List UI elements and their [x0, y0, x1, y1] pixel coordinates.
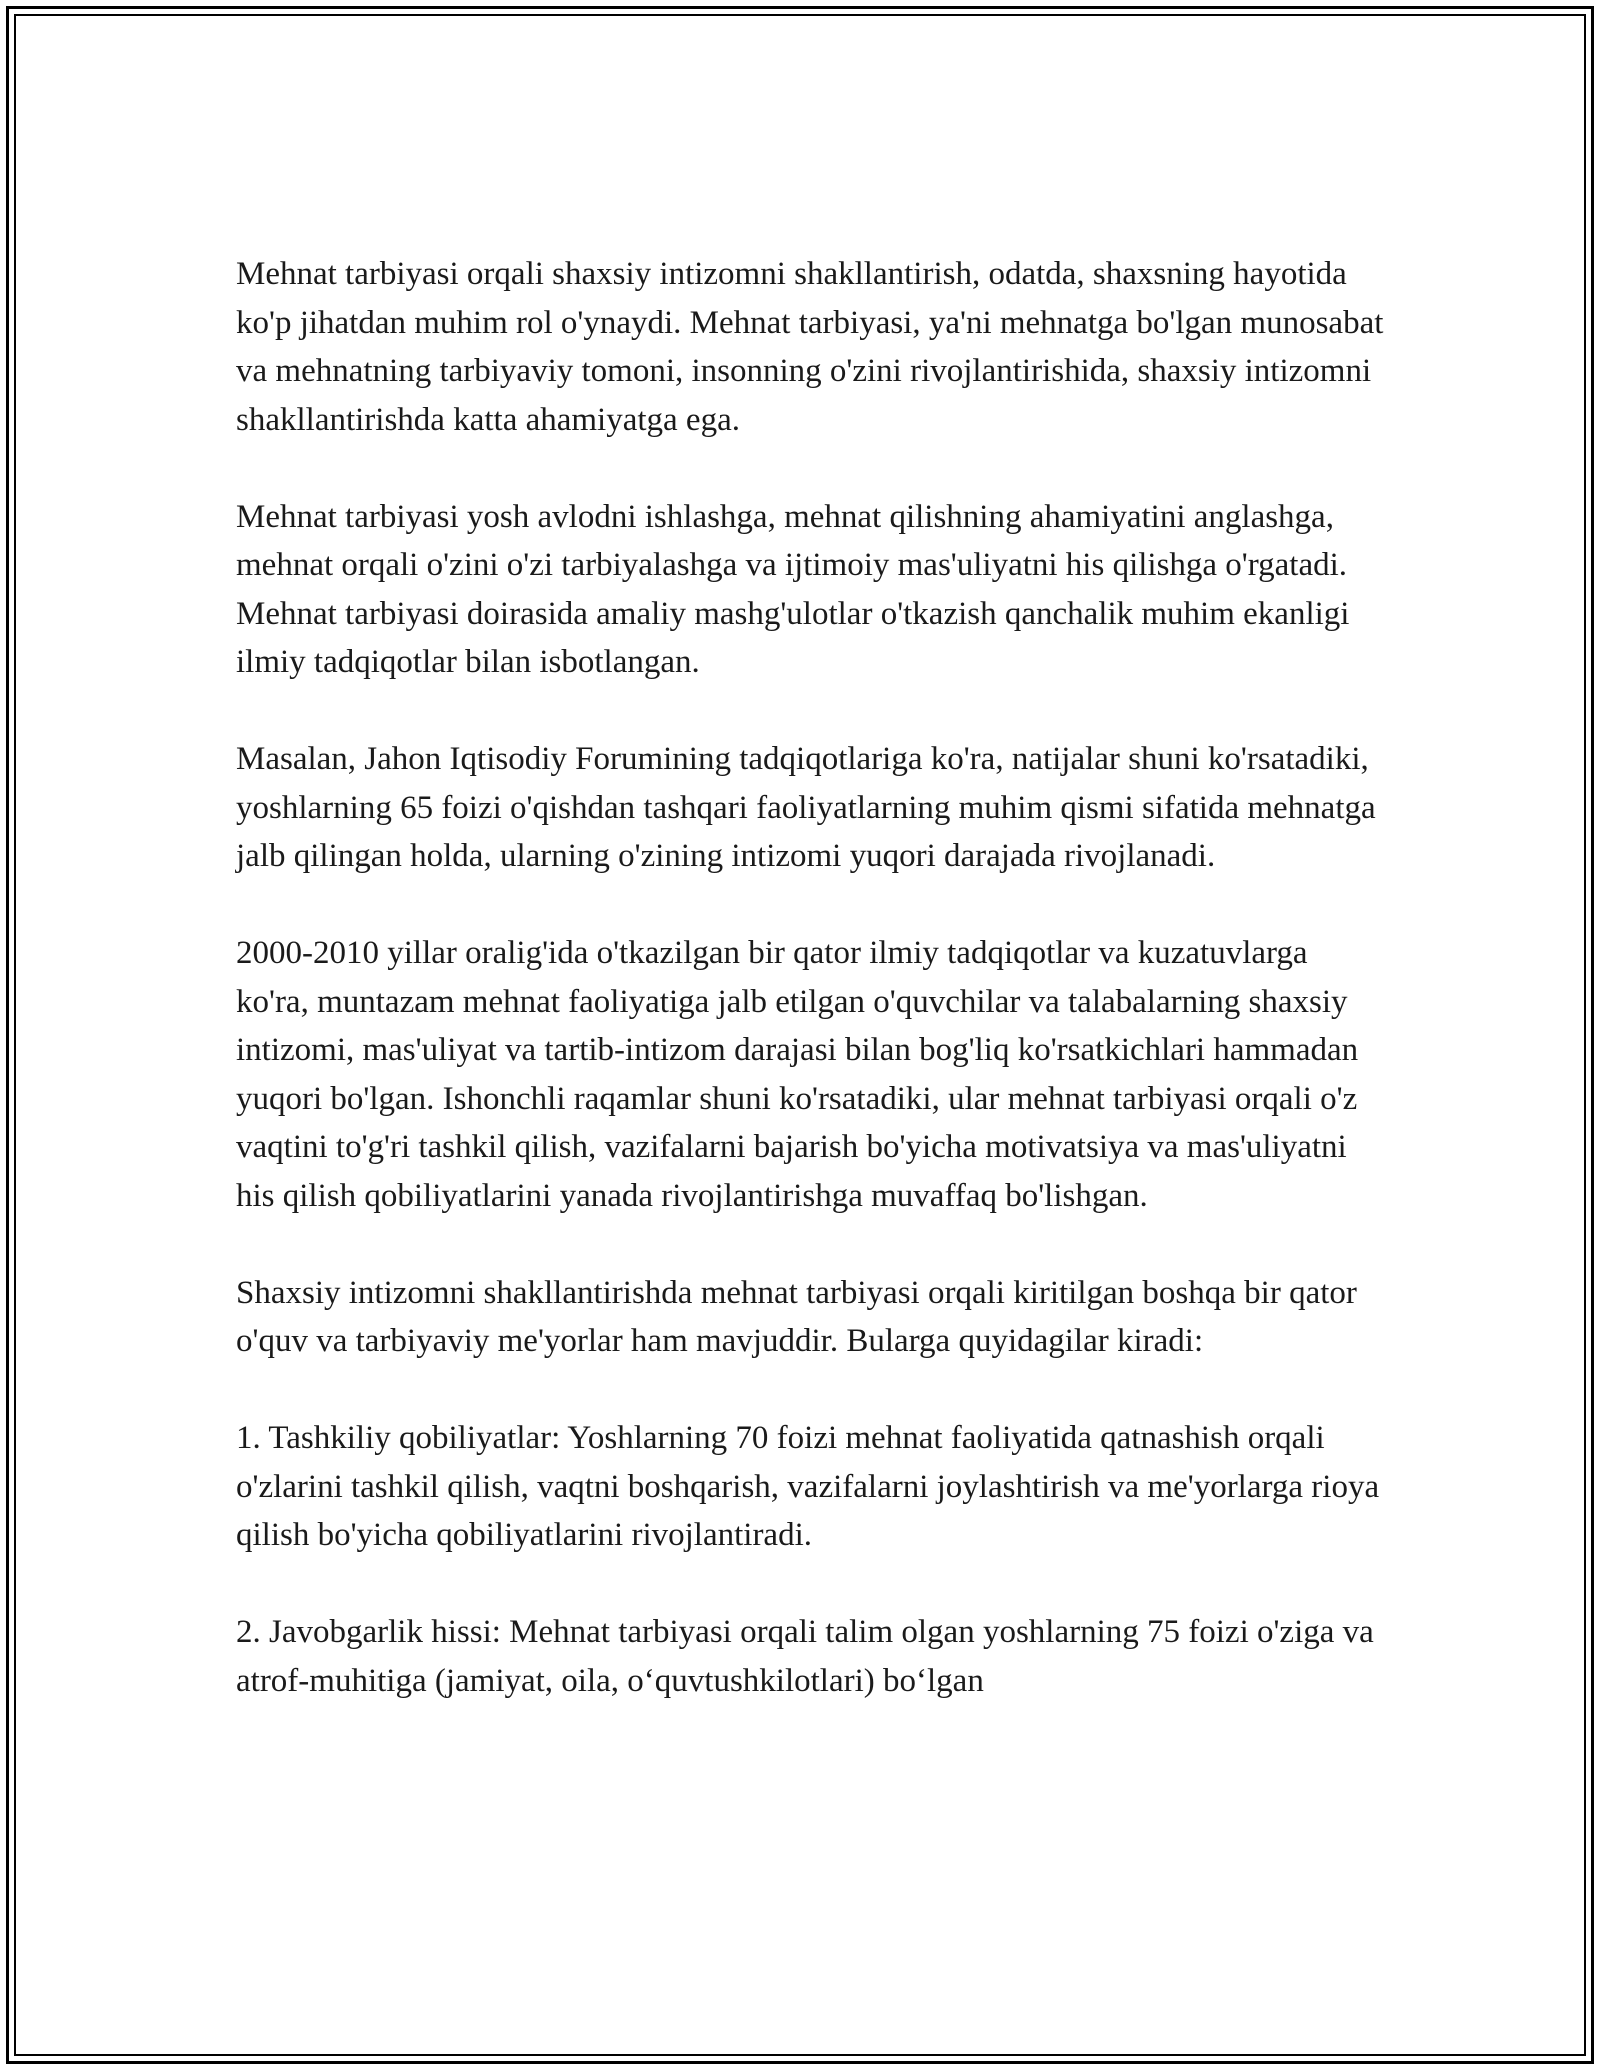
paragraph-intro: Mehnat tarbiyasi orqali shaxsiy intizomni shakllantirish, odatda, shaxsning hayotida ko'p jihatdan muhim rol o'ynaydi. Mehnat tarbiyasi, ya'ni mehnatga bo'lgan munosabat va mehnatning tarbiyaviy tomoni, insonning o'zini rivojlantirishida, shaxsiy intizomni shakllantirishda katta ahamiyatga ega.: [236, 256, 1384, 438]
document-body: [236, 250, 1386, 1705]
paragraph-forum-research: Masalan, Jahon Iqtisodiy Forumining tadqiqotlariga ko'ra, natijalar shuni ko'rsatadiki, yoshlarning 65 foizi o'qishdan tashqari faoliyatlarning muhim qismi sifatida mehnatga jalb qilingan holda, ularning o'zining intizomi yuqori darajada rivojlanadi.: [236, 741, 1376, 874]
paragraph-norms-intro: Shaxsiy intizomni shakllantirishda mehnat tarbiyasi orqali kiritilgan boshqa bir qator o'quv va tarbiyaviy me'yorlar ham mavjuddir. Bularga quyidagilar kiradi:: [236, 1274, 1357, 1359]
list-item-organizational-skills: 1. Tashkiliy qobiliyatlar: Yoshlarning 70 foizi mehnat faoliyatida qatnashish orqali o'zlarini tashkil qilish, vaqtni boshqarish, vazifalarni joylashtirish va me'yorlarga rioya qilish bo'yicha qobiliyatlarini rivojlantiradi.: [236, 1420, 1380, 1553]
list-item-responsibility: 2. Javobgarlik hissi: Mehnat tarbiyasi orqali talim olgan yoshlarning 75 foizi o'ziga va atrof-muhitiga (jamiyat, oila, o‘quvtushkilotlari) bo‘lgan: [236, 1614, 1374, 1699]
paragraph-studies-2000-2010: 2000-2010 yillar oralig'ida o'tkazilgan bir qator ilmiy tadqiqotlar va kuzatuvlarga ko'ra, muntazam mehnat faoliyatiga jalb etilgan o'quvchilar va talabalarning shaxsiy intizomi, mas'uliyat va tartib-intizom darajasi bilan bog'liq ko'rsatkichlari hammadan yuqori bo'lgan. Ishonchli raqamlar shuni ko'rsatadiki, ular mehnat tarbiyasi orqali o'z vaqtini to'g'ri tashkil qilish, vazifalarni bajarish bo'yicha motivatsiya va mas'uliyatni his qilish qobiliyatlarini yanada rivojlantirishga muvaffaq bo'lishgan.: [236, 935, 1359, 1214]
paragraph-youth-education: Mehnat tarbiyasi yosh avlodni ishlashga, mehnat qilishning ahamiyatini anglashga, mehnat orqali o'zini o'zi tarbiyalashga va ijtimoiy mas'uliyatni his qilishga o'rgatadi. Mehnat tarbiyasi doirasida amaliy mashg'ulotlar o'tkazish qanchalik muhim ekanligi ilmiy tadqiqotlar bilan isbotlangan.: [236, 498, 1350, 680]
